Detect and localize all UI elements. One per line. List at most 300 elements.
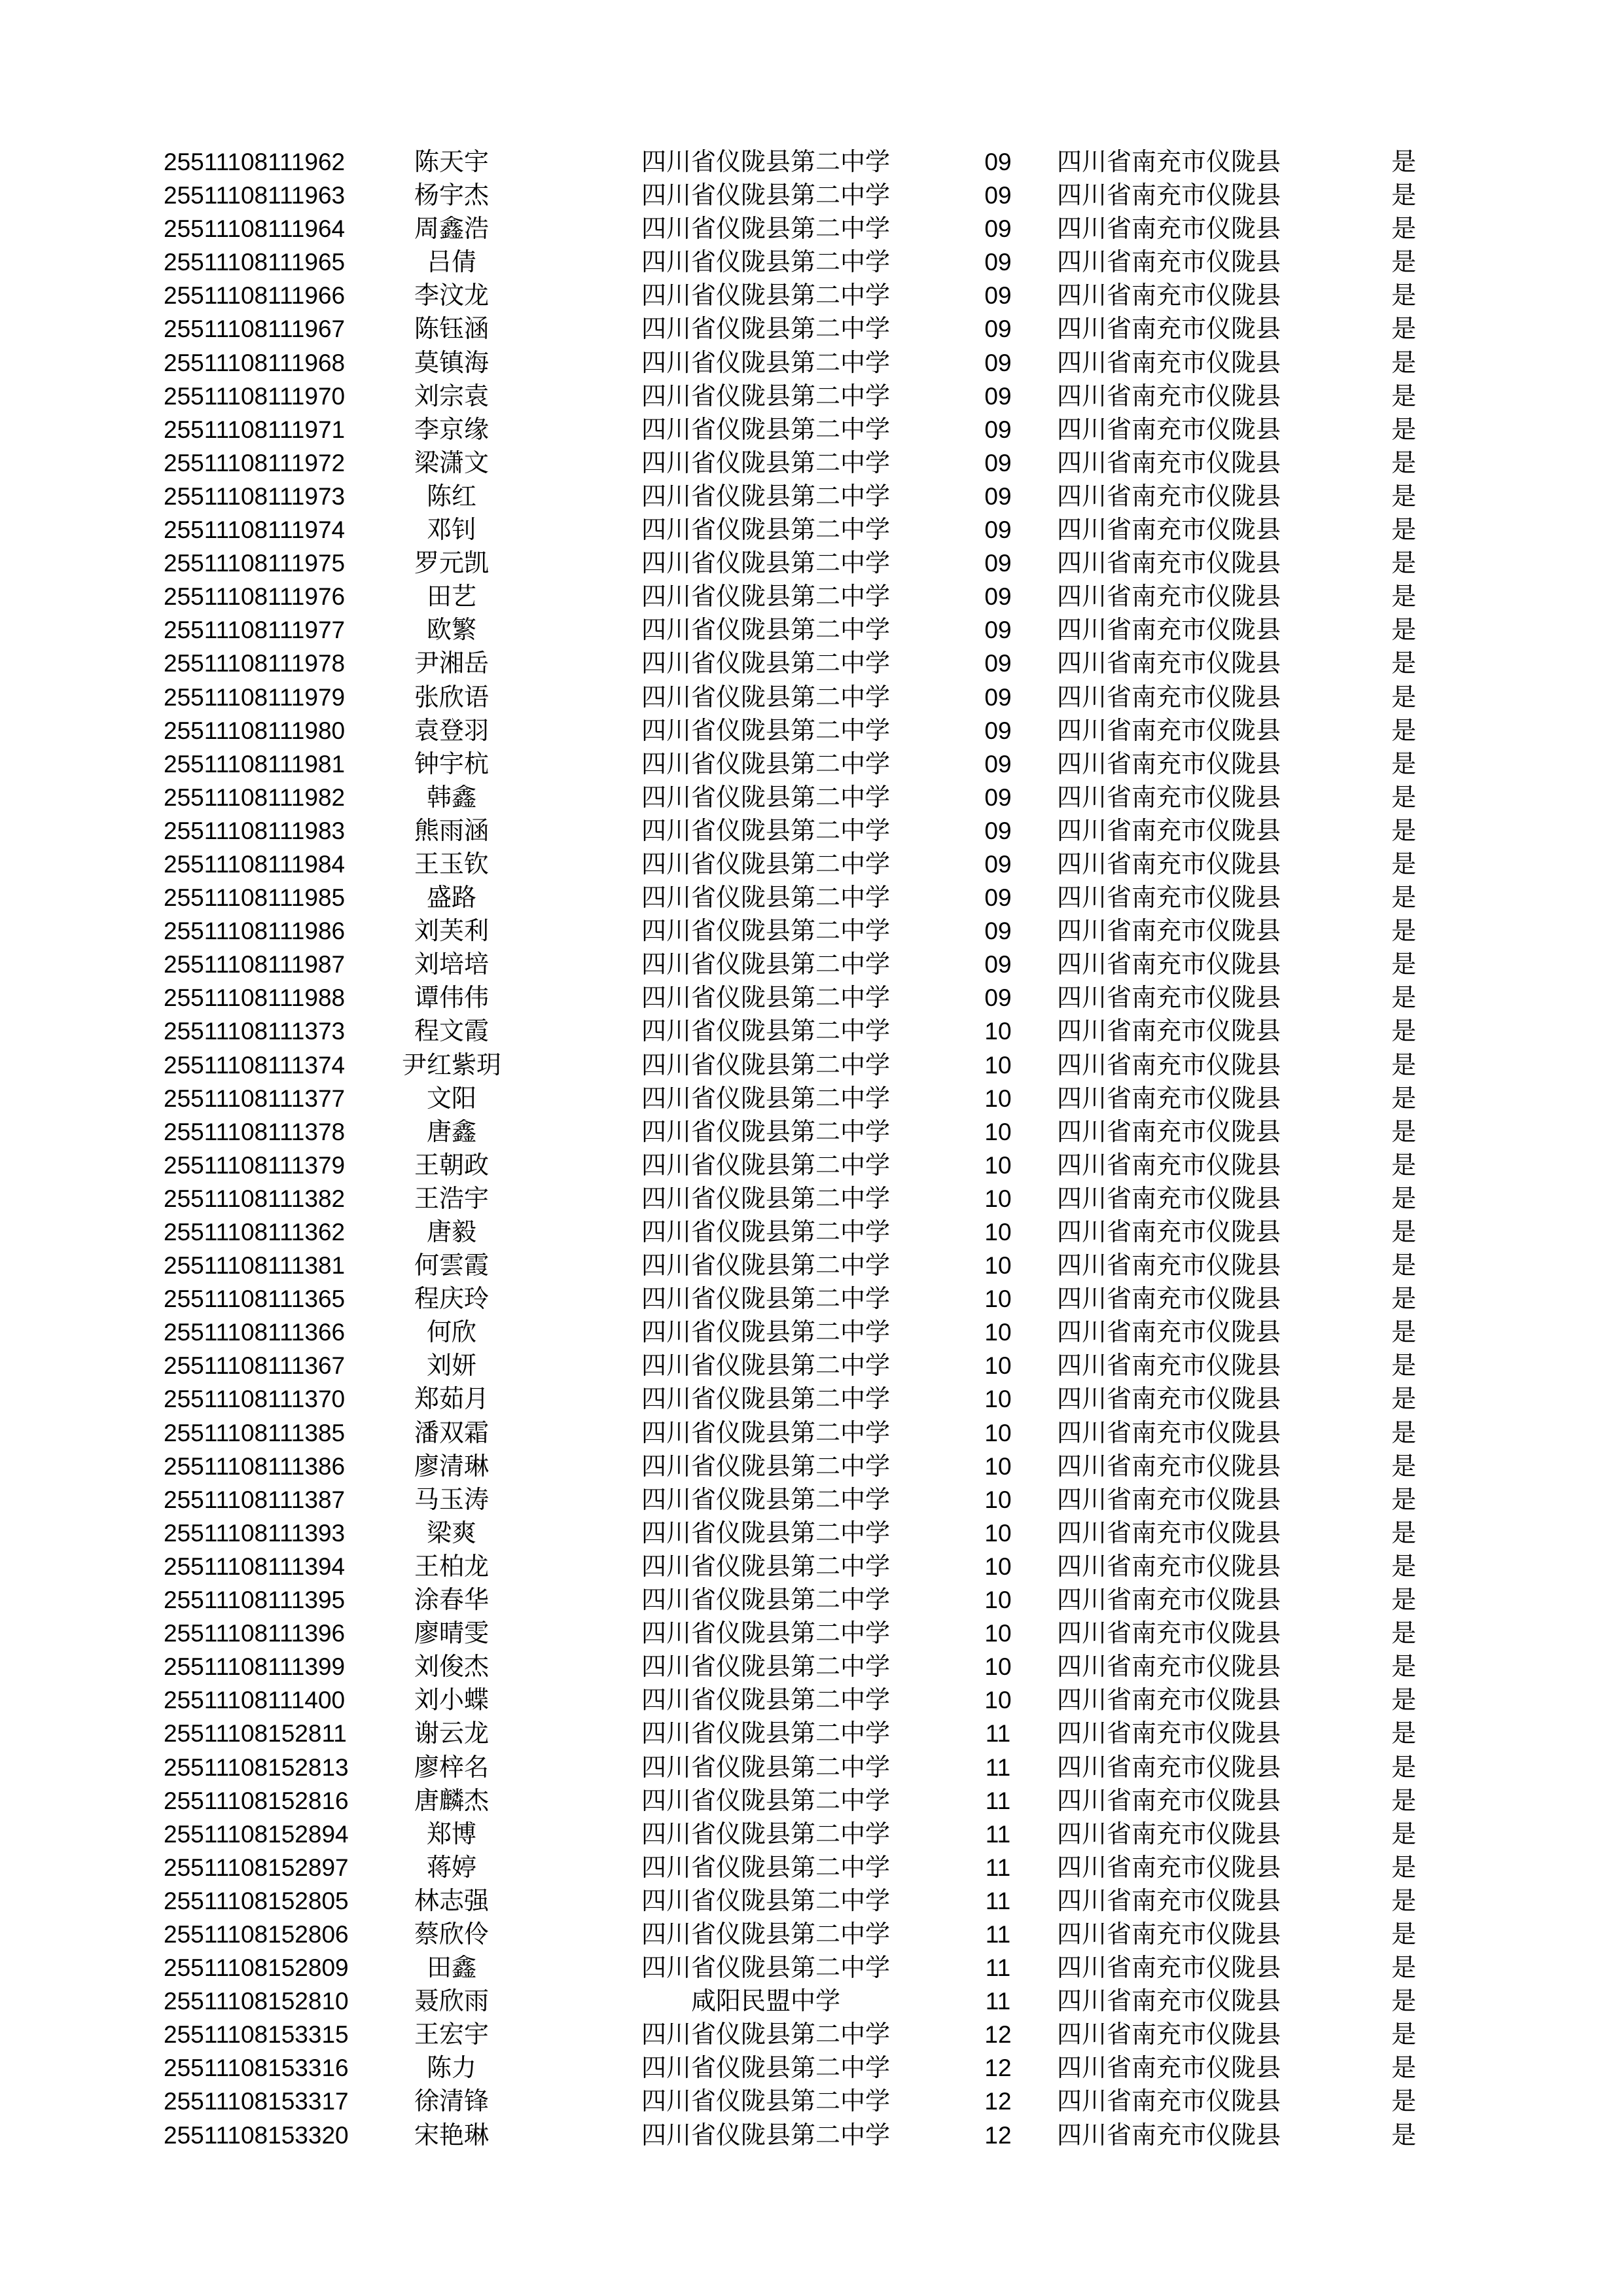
student-name: 王柏龙 — [414, 1551, 489, 1581]
region-name: 四川省南充市仪陇县 — [1057, 782, 1281, 812]
exam-number: 25511108152816 — [164, 1787, 349, 1814]
status-flag: 是 — [1391, 1183, 1416, 1213]
class-number: 09 — [984, 817, 1012, 844]
school-name: 四川省仪陇县第二中学 — [641, 1217, 890, 1246]
school-name: 四川省仪陇县第二中学 — [641, 1117, 890, 1146]
status-flag: 是 — [1391, 1318, 1416, 1347]
school-name: 四川省仪陇县第二中学 — [641, 1083, 890, 1113]
class-number: 12 — [984, 2121, 1012, 2149]
status-flag: 是 — [1391, 247, 1416, 277]
student-name: 梁爽 — [426, 1518, 476, 1547]
region-name: 四川省南充市仪陇县 — [1057, 816, 1281, 845]
status-flag: 是 — [1391, 1384, 1416, 1414]
exam-number: 25511108152894 — [164, 1820, 349, 1848]
region-name: 四川省南充市仪陇县 — [1057, 649, 1281, 678]
status-flag: 是 — [1391, 1852, 1416, 1882]
school-name: 四川省仪陇县第二中学 — [641, 615, 890, 645]
school-name: 四川省仪陇县第二中学 — [641, 2087, 890, 2116]
student-name: 廖清琳 — [414, 1451, 489, 1480]
region-name: 四川省南充市仪陇县 — [1057, 1384, 1281, 1414]
table-row — [0, 948, 1623, 981]
region-name: 四川省南充市仪陇县 — [1057, 1150, 1281, 1179]
table-row — [0, 1450, 1623, 1483]
student-name: 廖晴雯 — [414, 1619, 489, 1648]
class-number: 09 — [984, 516, 1012, 544]
class-number: 09 — [984, 449, 1012, 476]
class-number: 11 — [985, 1954, 1011, 1982]
student-name: 田鑫 — [426, 1953, 476, 1982]
exam-number: 25511108152811 — [164, 1720, 347, 1748]
class-number: 09 — [984, 550, 1012, 577]
class-number: 09 — [984, 683, 1012, 711]
exam-number: 25511108111984 — [164, 850, 346, 878]
table-row — [0, 1049, 1623, 1082]
status-flag: 是 — [1391, 749, 1416, 778]
school-name: 四川省仪陇县第二中学 — [641, 1785, 890, 1815]
exam-number: 25511108111385 — [164, 1419, 346, 1446]
table-row — [0, 1316, 1623, 1349]
school-name: 四川省仪陇县第二中学 — [641, 2120, 890, 2149]
student-name: 林志强 — [414, 1886, 489, 1915]
region-name: 四川省南充市仪陇县 — [1057, 314, 1281, 344]
school-name: 四川省仪陇县第二中学 — [641, 481, 890, 511]
exam-number: 25511108153320 — [164, 2121, 349, 2149]
exam-number: 25511108111975 — [164, 550, 346, 577]
table-row — [0, 480, 1623, 513]
class-number: 10 — [984, 1419, 1012, 1446]
status-flag: 是 — [1391, 214, 1416, 243]
student-name: 袁登羽 — [414, 715, 489, 745]
student-name: 文阳 — [426, 1083, 476, 1113]
status-flag: 是 — [1391, 916, 1416, 946]
class-number: 11 — [985, 1753, 1011, 1781]
student-name: 何欣 — [426, 1318, 476, 1347]
status-flag: 是 — [1391, 2020, 1416, 2049]
exam-number: 25511108111986 — [164, 918, 346, 945]
class-number: 11 — [985, 1920, 1011, 1948]
school-name: 四川省仪陇县第二中学 — [641, 281, 890, 310]
exam-number: 25511108111983 — [164, 817, 346, 844]
student-name: 何雲霞 — [414, 1251, 489, 1280]
status-flag: 是 — [1391, 1016, 1416, 1046]
student-name: 梁潇文 — [414, 448, 489, 477]
student-name: 刘宗袁 — [414, 381, 489, 410]
status-flag: 是 — [1391, 950, 1416, 979]
school-name: 四川省仪陇县第二中学 — [641, 314, 890, 344]
exam-number: 25511108111972 — [164, 449, 346, 476]
class-number: 10 — [984, 1151, 1012, 1179]
table-row — [0, 1014, 1623, 1048]
region-name: 四川省南充市仪陇县 — [1057, 1351, 1281, 1380]
student-name: 马玉涛 — [414, 1484, 489, 1514]
school-name: 四川省仪陇县第二中学 — [641, 749, 890, 778]
region-name: 四川省南充市仪陇县 — [1057, 2087, 1281, 2116]
region-name: 四川省南充市仪陇县 — [1057, 1083, 1281, 1113]
region-name: 四川省南充市仪陇县 — [1057, 181, 1281, 210]
school-name: 四川省仪陇县第二中学 — [641, 548, 890, 578]
class-number: 09 — [984, 884, 1012, 912]
region-name: 四川省南充市仪陇县 — [1057, 1318, 1281, 1347]
status-flag: 是 — [1391, 1050, 1416, 1079]
school-name: 四川省仪陇县第二中学 — [641, 1251, 890, 1280]
table-row — [0, 2051, 1623, 2085]
region-name: 四川省南充市仪陇县 — [1057, 1752, 1281, 1782]
table-row — [0, 1918, 1623, 1951]
exam-number: 25511108111367 — [164, 1352, 346, 1380]
exam-number: 25511108111976 — [164, 583, 346, 611]
status-flag: 是 — [1391, 2120, 1416, 2149]
table-row — [0, 380, 1623, 413]
exam-number: 25511108111387 — [164, 1486, 346, 1513]
school-name: 四川省仪陇县第二中学 — [641, 1484, 890, 1514]
class-number: 11 — [985, 1787, 1011, 1814]
exam-number: 25511108111399 — [164, 1653, 346, 1681]
student-name: 陈天宇 — [414, 147, 489, 176]
exam-number: 25511108152810 — [164, 1988, 349, 2015]
table-row — [0, 547, 1623, 580]
region-name: 四川省南充市仪陇县 — [1057, 2053, 1281, 2083]
status-flag: 是 — [1391, 582, 1416, 611]
exam-number: 25511108152813 — [164, 1753, 349, 1781]
class-number: 09 — [984, 617, 1012, 644]
exam-number: 25511108111979 — [164, 683, 346, 711]
status-flag: 是 — [1391, 1117, 1416, 1146]
school-name: 四川省仪陇县第二中学 — [641, 247, 890, 277]
exam-number: 25511108111381 — [164, 1252, 346, 1280]
exam-number: 25511108111393 — [164, 1519, 346, 1547]
class-number: 10 — [984, 1051, 1012, 1079]
table-row — [0, 446, 1623, 480]
class-number: 10 — [984, 1587, 1012, 1614]
region-name: 四川省南充市仪陇县 — [1057, 2120, 1281, 2149]
region-name: 四川省南充市仪陇县 — [1057, 2020, 1281, 2049]
region-name: 四川省南充市仪陇县 — [1057, 1619, 1281, 1648]
region-name: 四川省南充市仪陇县 — [1057, 1251, 1281, 1280]
table-row — [0, 1382, 1623, 1416]
status-flag: 是 — [1391, 1719, 1416, 1748]
status-flag: 是 — [1391, 1284, 1416, 1314]
table-row — [0, 681, 1623, 714]
region-name: 四川省南充市仪陇县 — [1057, 281, 1281, 310]
exam-number: 25511108111963 — [164, 182, 346, 209]
school-name: 四川省仪陇县第二中学 — [641, 348, 890, 377]
school-name: 四川省仪陇县第二中学 — [641, 715, 890, 745]
student-name: 陈红 — [426, 481, 476, 511]
exam-number: 25511108111377 — [164, 1085, 346, 1112]
table-row — [0, 279, 1623, 312]
region-name: 四川省南充市仪陇县 — [1057, 1685, 1281, 1715]
school-name: 四川省仪陇县第二中学 — [641, 1619, 890, 1648]
student-name: 王玉钦 — [414, 849, 489, 878]
class-number: 11 — [985, 1988, 1011, 2015]
exam-number: 25511108111978 — [164, 650, 346, 677]
table-row — [0, 1818, 1623, 1851]
region-name: 四川省南充市仪陇县 — [1057, 1183, 1281, 1213]
class-number: 10 — [984, 1252, 1012, 1280]
table-row — [0, 513, 1623, 547]
status-flag: 是 — [1391, 615, 1416, 645]
region-name: 四川省南充市仪陇县 — [1057, 348, 1281, 377]
table-row — [0, 1082, 1623, 1115]
status-flag: 是 — [1391, 1518, 1416, 1547]
class-number: 09 — [984, 315, 1012, 343]
class-number: 09 — [984, 249, 1012, 276]
student-name: 李汶龙 — [414, 281, 489, 310]
student-name: 熊雨涵 — [414, 816, 489, 845]
class-number: 09 — [984, 416, 1012, 443]
class-number: 10 — [984, 1519, 1012, 1547]
school-name: 四川省仪陇县第二中学 — [641, 1351, 890, 1380]
status-flag: 是 — [1391, 849, 1416, 878]
student-name: 廖梓名 — [414, 1752, 489, 1782]
class-number: 09 — [984, 650, 1012, 677]
table-row — [0, 1751, 1623, 1784]
table-row — [0, 212, 1623, 245]
exam-number: 25511108153317 — [164, 2088, 349, 2115]
school-name: 四川省仪陇县第二中学 — [641, 1919, 890, 1948]
table-row — [0, 747, 1623, 781]
region-name: 四川省南充市仪陇县 — [1057, 247, 1281, 277]
student-name: 吕倩 — [426, 247, 476, 277]
status-flag: 是 — [1391, 1986, 1416, 2016]
class-number: 10 — [984, 1185, 1012, 1212]
student-name: 陈钰涵 — [414, 314, 489, 344]
status-flag: 是 — [1391, 2053, 1416, 2083]
school-name: 四川省仪陇县第二中学 — [641, 1318, 890, 1347]
region-name: 四川省南充市仪陇县 — [1057, 715, 1281, 745]
school-name: 四川省仪陇县第二中学 — [641, 1418, 890, 1447]
status-flag: 是 — [1391, 782, 1416, 812]
table-row — [0, 1583, 1623, 1617]
student-name: 程庆玲 — [414, 1284, 489, 1314]
class-number: 09 — [984, 783, 1012, 811]
school-name: 四川省仪陇县第二中学 — [641, 1050, 890, 1079]
table-row — [0, 714, 1623, 747]
student-name: 聂欣雨 — [414, 1986, 489, 2016]
status-flag: 是 — [1391, 314, 1416, 344]
region-name: 四川省南充市仪陇县 — [1057, 849, 1281, 878]
status-flag: 是 — [1391, 381, 1416, 410]
table-row — [0, 814, 1623, 848]
student-name: 田艺 — [426, 582, 476, 611]
student-name: 王浩宇 — [414, 1183, 489, 1213]
school-name: 四川省仪陇县第二中学 — [641, 1819, 890, 1848]
school-name: 四川省仪陇县第二中学 — [641, 582, 890, 611]
exam-number: 25511108111977 — [164, 617, 346, 644]
status-flag: 是 — [1391, 1953, 1416, 1982]
table-row — [0, 647, 1623, 680]
school-name: 四川省仪陇县第二中学 — [641, 1150, 890, 1179]
region-name: 四川省南充市仪陇县 — [1057, 1484, 1281, 1514]
school-name: 四川省仪陇县第二中学 — [641, 1183, 890, 1213]
student-name: 韩鑫 — [426, 782, 476, 812]
exam-number: 25511108111394 — [164, 1552, 346, 1580]
class-number: 09 — [984, 583, 1012, 611]
table-row — [0, 2018, 1623, 2051]
student-name: 罗元凯 — [414, 548, 489, 578]
school-name: 四川省仪陇县第二中学 — [641, 2020, 890, 2049]
exam-number: 25511108111968 — [164, 349, 346, 376]
exam-number: 25511108111982 — [164, 783, 346, 811]
school-name: 四川省仪陇县第二中学 — [641, 916, 890, 946]
table-row — [0, 179, 1623, 212]
region-name: 四川省南充市仪陇县 — [1057, 916, 1281, 946]
student-name: 唐毅 — [426, 1217, 476, 1246]
school-name: 四川省仪陇县第二中学 — [641, 1886, 890, 1915]
table-row — [0, 1717, 1623, 1750]
table-row — [0, 580, 1623, 613]
exam-number: 25511108111987 — [164, 951, 346, 978]
class-number: 09 — [984, 215, 1012, 243]
student-name: 谭伟伟 — [414, 983, 489, 1013]
exam-number: 25511108111967 — [164, 315, 346, 343]
student-name: 刘小蝶 — [414, 1685, 489, 1715]
student-name: 徐清锋 — [414, 2087, 489, 2116]
table-row — [0, 2119, 1623, 2152]
class-number: 10 — [984, 1452, 1012, 1480]
status-flag: 是 — [1391, 682, 1416, 711]
status-flag: 是 — [1391, 883, 1416, 912]
class-number: 10 — [984, 1085, 1012, 1112]
region-name: 四川省南充市仪陇县 — [1057, 582, 1281, 611]
status-flag: 是 — [1391, 983, 1416, 1013]
class-number: 09 — [984, 149, 1012, 175]
school-name: 四川省仪陇县第二中学 — [641, 1016, 890, 1046]
table-row — [0, 613, 1623, 647]
class-number: 10 — [984, 1552, 1012, 1580]
student-name: 尹红紫玥 — [401, 1050, 501, 1079]
student-name: 刘妍 — [426, 1351, 476, 1380]
student-name: 刘芙利 — [414, 916, 489, 946]
status-flag: 是 — [1391, 1585, 1416, 1615]
status-flag: 是 — [1391, 1351, 1416, 1380]
exam-number: 25511108111378 — [164, 1118, 346, 1145]
student-name: 蒋婷 — [426, 1852, 476, 1882]
region-name: 四川省南充市仪陇县 — [1057, 1886, 1281, 1915]
class-number: 10 — [984, 1352, 1012, 1380]
school-name: 四川省仪陇县第二中学 — [641, 883, 890, 912]
status-flag: 是 — [1391, 414, 1416, 444]
exam-number: 25511108111985 — [164, 884, 346, 912]
exam-number: 25511108111971 — [164, 416, 346, 443]
class-number: 11 — [985, 1820, 1011, 1848]
status-flag: 是 — [1391, 1785, 1416, 1815]
class-number: 09 — [984, 918, 1012, 945]
table-row — [0, 1683, 1623, 1717]
region-name: 四川省南充市仪陇县 — [1057, 381, 1281, 410]
student-name: 谢云龙 — [414, 1719, 489, 1748]
school-name: 四川省仪陇县第二中学 — [641, 1551, 890, 1581]
table-row — [0, 1617, 1623, 1650]
exam-number: 25511108152806 — [164, 1920, 349, 1948]
class-number: 10 — [984, 1118, 1012, 1145]
student-name: 陈力 — [426, 2053, 476, 2083]
status-flag: 是 — [1391, 1217, 1416, 1246]
status-flag: 是 — [1391, 1418, 1416, 1447]
school-name: 四川省仪陇县第二中学 — [641, 1451, 890, 1480]
student-name: 蔡欣伶 — [414, 1919, 489, 1948]
table-row — [0, 914, 1623, 948]
exam-number: 25511108111374 — [164, 1051, 346, 1079]
exam-number: 25511108111980 — [164, 717, 346, 744]
region-name: 四川省南充市仪陇县 — [1057, 1819, 1281, 1848]
status-flag: 是 — [1391, 1619, 1416, 1648]
class-number: 11 — [985, 1887, 1011, 1914]
class-number: 12 — [984, 2088, 1012, 2115]
region-name: 四川省南充市仪陇县 — [1057, 1551, 1281, 1581]
table-row — [0, 1349, 1623, 1382]
status-flag: 是 — [1391, 1886, 1416, 1915]
student-name: 郑茹月 — [414, 1384, 489, 1414]
school-name: 四川省仪陇县第二中学 — [641, 214, 890, 243]
table-row — [0, 1550, 1623, 1583]
class-number: 09 — [984, 951, 1012, 978]
table-row — [0, 1784, 1623, 1818]
exam-number: 25511108111370 — [164, 1386, 346, 1413]
status-flag: 是 — [1391, 2087, 1416, 2116]
school-name: 四川省仪陇县第二中学 — [641, 1953, 890, 1982]
exam-number: 25511108152805 — [164, 1887, 349, 1914]
region-name: 四川省南充市仪陇县 — [1057, 1016, 1281, 1046]
table-row — [0, 781, 1623, 814]
student-name: 程文霞 — [414, 1016, 489, 1046]
region-name: 四川省南充市仪陇县 — [1057, 214, 1281, 243]
roster-table — [0, 145, 1623, 2152]
region-name: 四川省南充市仪陇县 — [1057, 448, 1281, 477]
school-name: 四川省仪陇县第二中学 — [641, 181, 890, 210]
region-name: 四川省南充市仪陇县 — [1057, 1652, 1281, 1681]
region-name: 四川省南充市仪陇县 — [1057, 147, 1281, 176]
exam-number: 25511108111981 — [164, 750, 346, 778]
class-number: 10 — [984, 1687, 1012, 1714]
status-flag: 是 — [1391, 1083, 1416, 1113]
region-name: 四川省南充市仪陇县 — [1057, 1585, 1281, 1615]
school-name: 四川省仪陇县第二中学 — [641, 649, 890, 678]
school-name: 四川省仪陇县第二中学 — [641, 782, 890, 812]
school-name: 四川省仪陇县第二中学 — [641, 414, 890, 444]
region-name: 四川省南充市仪陇县 — [1057, 1719, 1281, 1748]
exam-number: 25511108111396 — [164, 1620, 346, 1647]
class-number: 09 — [984, 717, 1012, 744]
region-name: 四川省南充市仪陇县 — [1057, 1953, 1281, 1982]
status-flag: 是 — [1391, 1819, 1416, 1848]
class-number: 10 — [984, 1486, 1012, 1513]
table-row — [0, 413, 1623, 446]
status-flag: 是 — [1391, 1484, 1416, 1514]
status-flag: 是 — [1391, 1551, 1416, 1581]
school-name: 四川省仪陇县第二中学 — [641, 2053, 890, 2083]
region-name: 四川省南充市仪陇县 — [1057, 1050, 1281, 1079]
region-name: 四川省南充市仪陇县 — [1057, 481, 1281, 511]
status-flag: 是 — [1391, 715, 1416, 745]
student-name: 潘双霜 — [414, 1418, 489, 1447]
class-number: 09 — [984, 282, 1012, 310]
exam-number: 25511108111974 — [164, 516, 346, 544]
status-flag: 是 — [1391, 281, 1416, 310]
region-name: 四川省南充市仪陇县 — [1057, 615, 1281, 645]
exam-number: 25511108111366 — [164, 1319, 346, 1346]
class-number: 12 — [984, 2054, 1012, 2082]
student-name: 涂春华 — [414, 1585, 489, 1615]
exam-number: 25511108111962 — [164, 149, 346, 175]
table-row — [0, 245, 1623, 279]
table-row — [0, 1416, 1623, 1450]
class-number: 10 — [984, 1319, 1012, 1346]
class-number: 10 — [984, 1285, 1012, 1313]
class-number: 09 — [984, 349, 1012, 376]
student-name: 李京缘 — [414, 414, 489, 444]
school-name: 四川省仪陇县第二中学 — [641, 1384, 890, 1414]
